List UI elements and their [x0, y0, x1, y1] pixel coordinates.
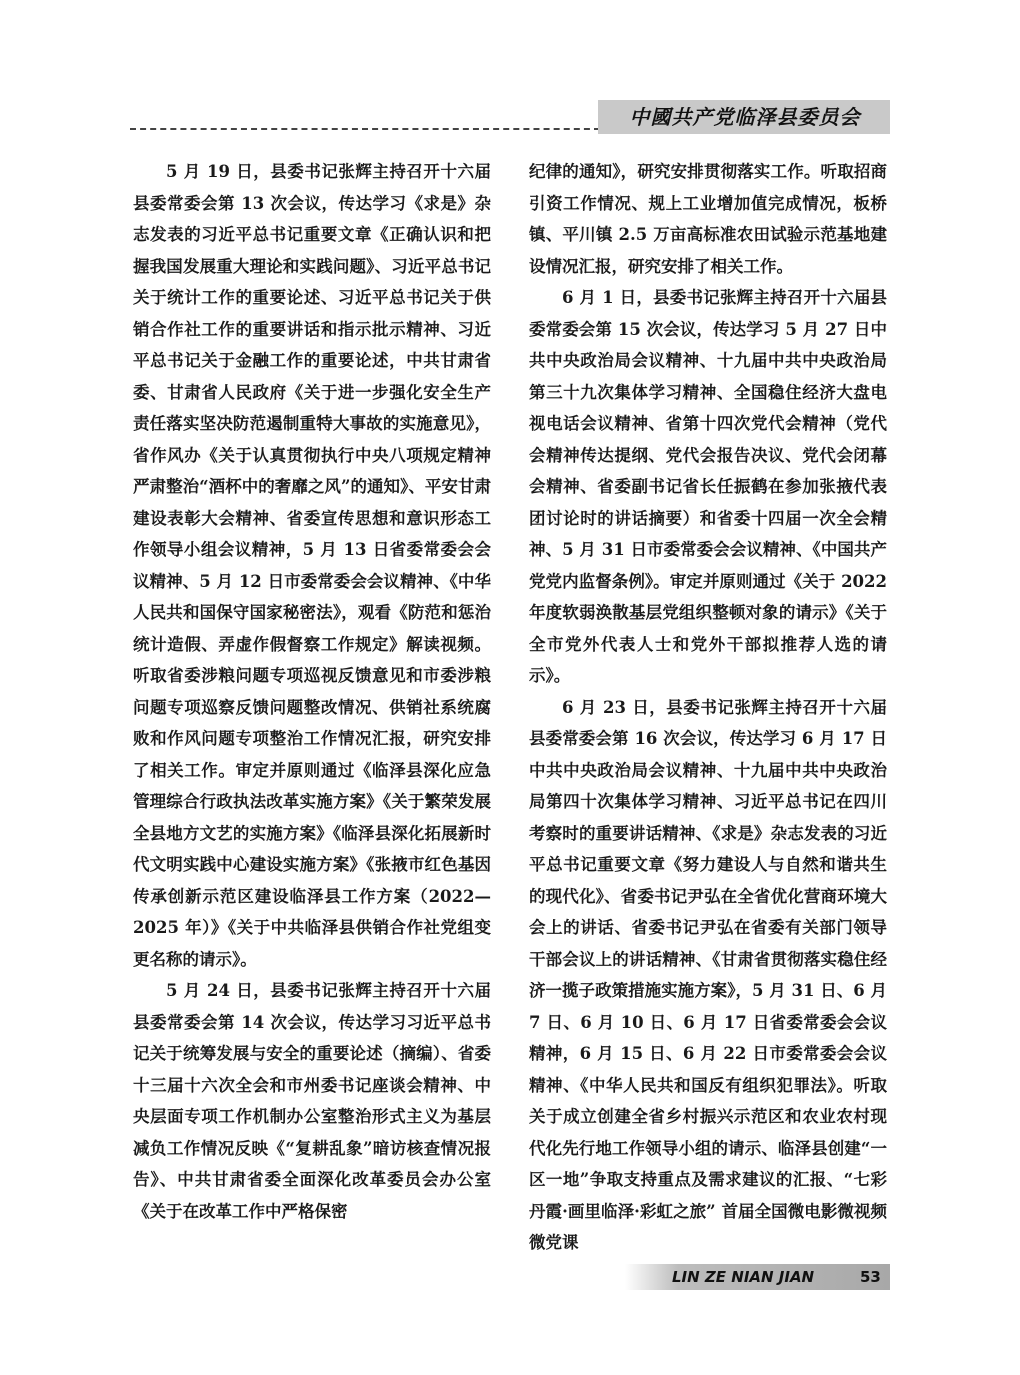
paragraph-june-23: 6 月 23 日，县委书记张辉主持召开十六届县委常委会第 16 次会议，传达学习 6 月 17 日中共中央政治局会议精神、十九届中共中央政治局第四十次集体学习精神、习近平总书记在四川考察时的重要讲话精神、《求是》杂志发表的习近平总书记重要文章《努力建设人与自然和谐共生的现代化》、省委书记尹弘在全省优化营商环境大会上的讲话、省委书记尹弘在省委有关部门领导干部会议上的讲话精神、《甘肃省贯彻落实稳住经济一揽子政策措施实施方案》，5 月 31 日、6 月 7 日、6 月 10 日、6 月 17 日省委常委会会议精神，6 月 15 日、6 月 22 日市委常委会会议精神、《中华人民共和国反有组织犯罪法》。听取关于成立创建全省乡村振兴示范区和农业农村现代化先行地工作领导小组的请示、临泽县创建“一区一地”争取支持重点及需求建议的汇报、“七彩丹霞·画里临泽·彩虹之旅” 首届全国微电影微视频微党课 [529, 697, 887, 1252]
paragraph-may-24: 5 月 24 日，县委书记张辉主持召开十六届县委常委会第 14 次会议，传达学习习近平总书记关于统筹发展与安全的重要论述（摘编）、省委十三届十六次全会和市州委书记座谈会精神、中央层面专项工作机制办公室整治形式主义为基层减负工作情况反映《“复耕乱象”暗访核查情况报告》、中共甘肃省委全面深化改革委员会办公室《关于在改革工作中严格保密 [133, 981, 491, 1221]
paragraph-continuation: 纪律的通知》，研究安排贯彻落实工作。听取招商引资工作情况、规上工业增加值完成情况，板桥镇、平川镇 2.5 万亩高标准农田试验示范基地建设情况汇报，研究安排了相关工作。 [529, 162, 887, 276]
header-title: 中國共产党临泽县委员会 [629, 105, 861, 129]
right-column [529, 156, 887, 1259]
page-number: 53 [860, 1268, 881, 1286]
left-column [133, 156, 491, 1227]
paragraph-june-1: 6 月 1 日，县委书记张辉主持召开十六届县委常委会第 15 次会议，传达学习 5 月 27 日中共中央政治局会议精神、十九届中共中央政治局第三十九次集体学习精神、全国稳住经济大盘电视电话会议精神、省第十四次党代会精神（党代会精神传达提纲、党代会报告决议、党代会闭幕会精神、省委副书记省长任振鹤在参加张掖代表团讨论时的讲话摘要）和省委十四届一次全会精神、5 月 31 日市委常委会会议精神、《中国共产党党内监督条例》。审定并原则通过《关于 2022 年度软弱涣散基层党组织整顿对象的请示》《关于全市党外代表人士和党外干部拟推荐人选的请示》。 [529, 288, 887, 685]
paragraph-may-19: 5 月 19 日，县委书记张辉主持召开十六届县委常委会第 13 次会议，传达学习《求是》杂志发表的习近平总书记重要文章《正确认识和把握我国发展重大理论和实践问题》、习近平总书记关于统计工作的重要论述、习近平总书记关于供销合作社工作的重要讲话和指示批示精神、习近平总书记关于金融工作的重要论述，中共甘肃省委、甘肃省人民政府《关于进一步强化安全生产责任落实坚决防范遏制重特大事故的实施意见》，省作风办《关于认真贯彻执行中央八项规定精神严肃整治“酒杯中的奢靡之风”的通知》、平安甘肃建设表彰大会精神、省委宣传思想和意识形态工作领导小组会议精神，5 月 13 日省委常委会会议精神、5 月 12 日市委常委会会议精神、《中华人民共和国保守国家秘密法》，观看《防范和惩治统计造假、弄虚作假督察工作规定》解读视频。听取省委涉粮问题专项巡视反馈意见和市委涉粮问题专项巡察反馈问题整改情况、供销社系统腐败和作风问题专项整治工作情况汇报，研究安排了相关工作。审定并原则通过《临泽县深化应急管理综合行政执法改革实施方案》《关于繁荣发展全县地方文艺的实施方案》《临泽县深化拓展新时代文明实践中心建设实施方案》《张掖市红色基因传承创新示范区建设临泽县工作方案（2022—2025 年）》《关于中共临泽县供销合作社党组变更名称的请示》。 [133, 162, 491, 969]
footer-journal-name: LIN ZE NIAN JIAN [672, 1268, 815, 1286]
header-rule [130, 128, 600, 130]
